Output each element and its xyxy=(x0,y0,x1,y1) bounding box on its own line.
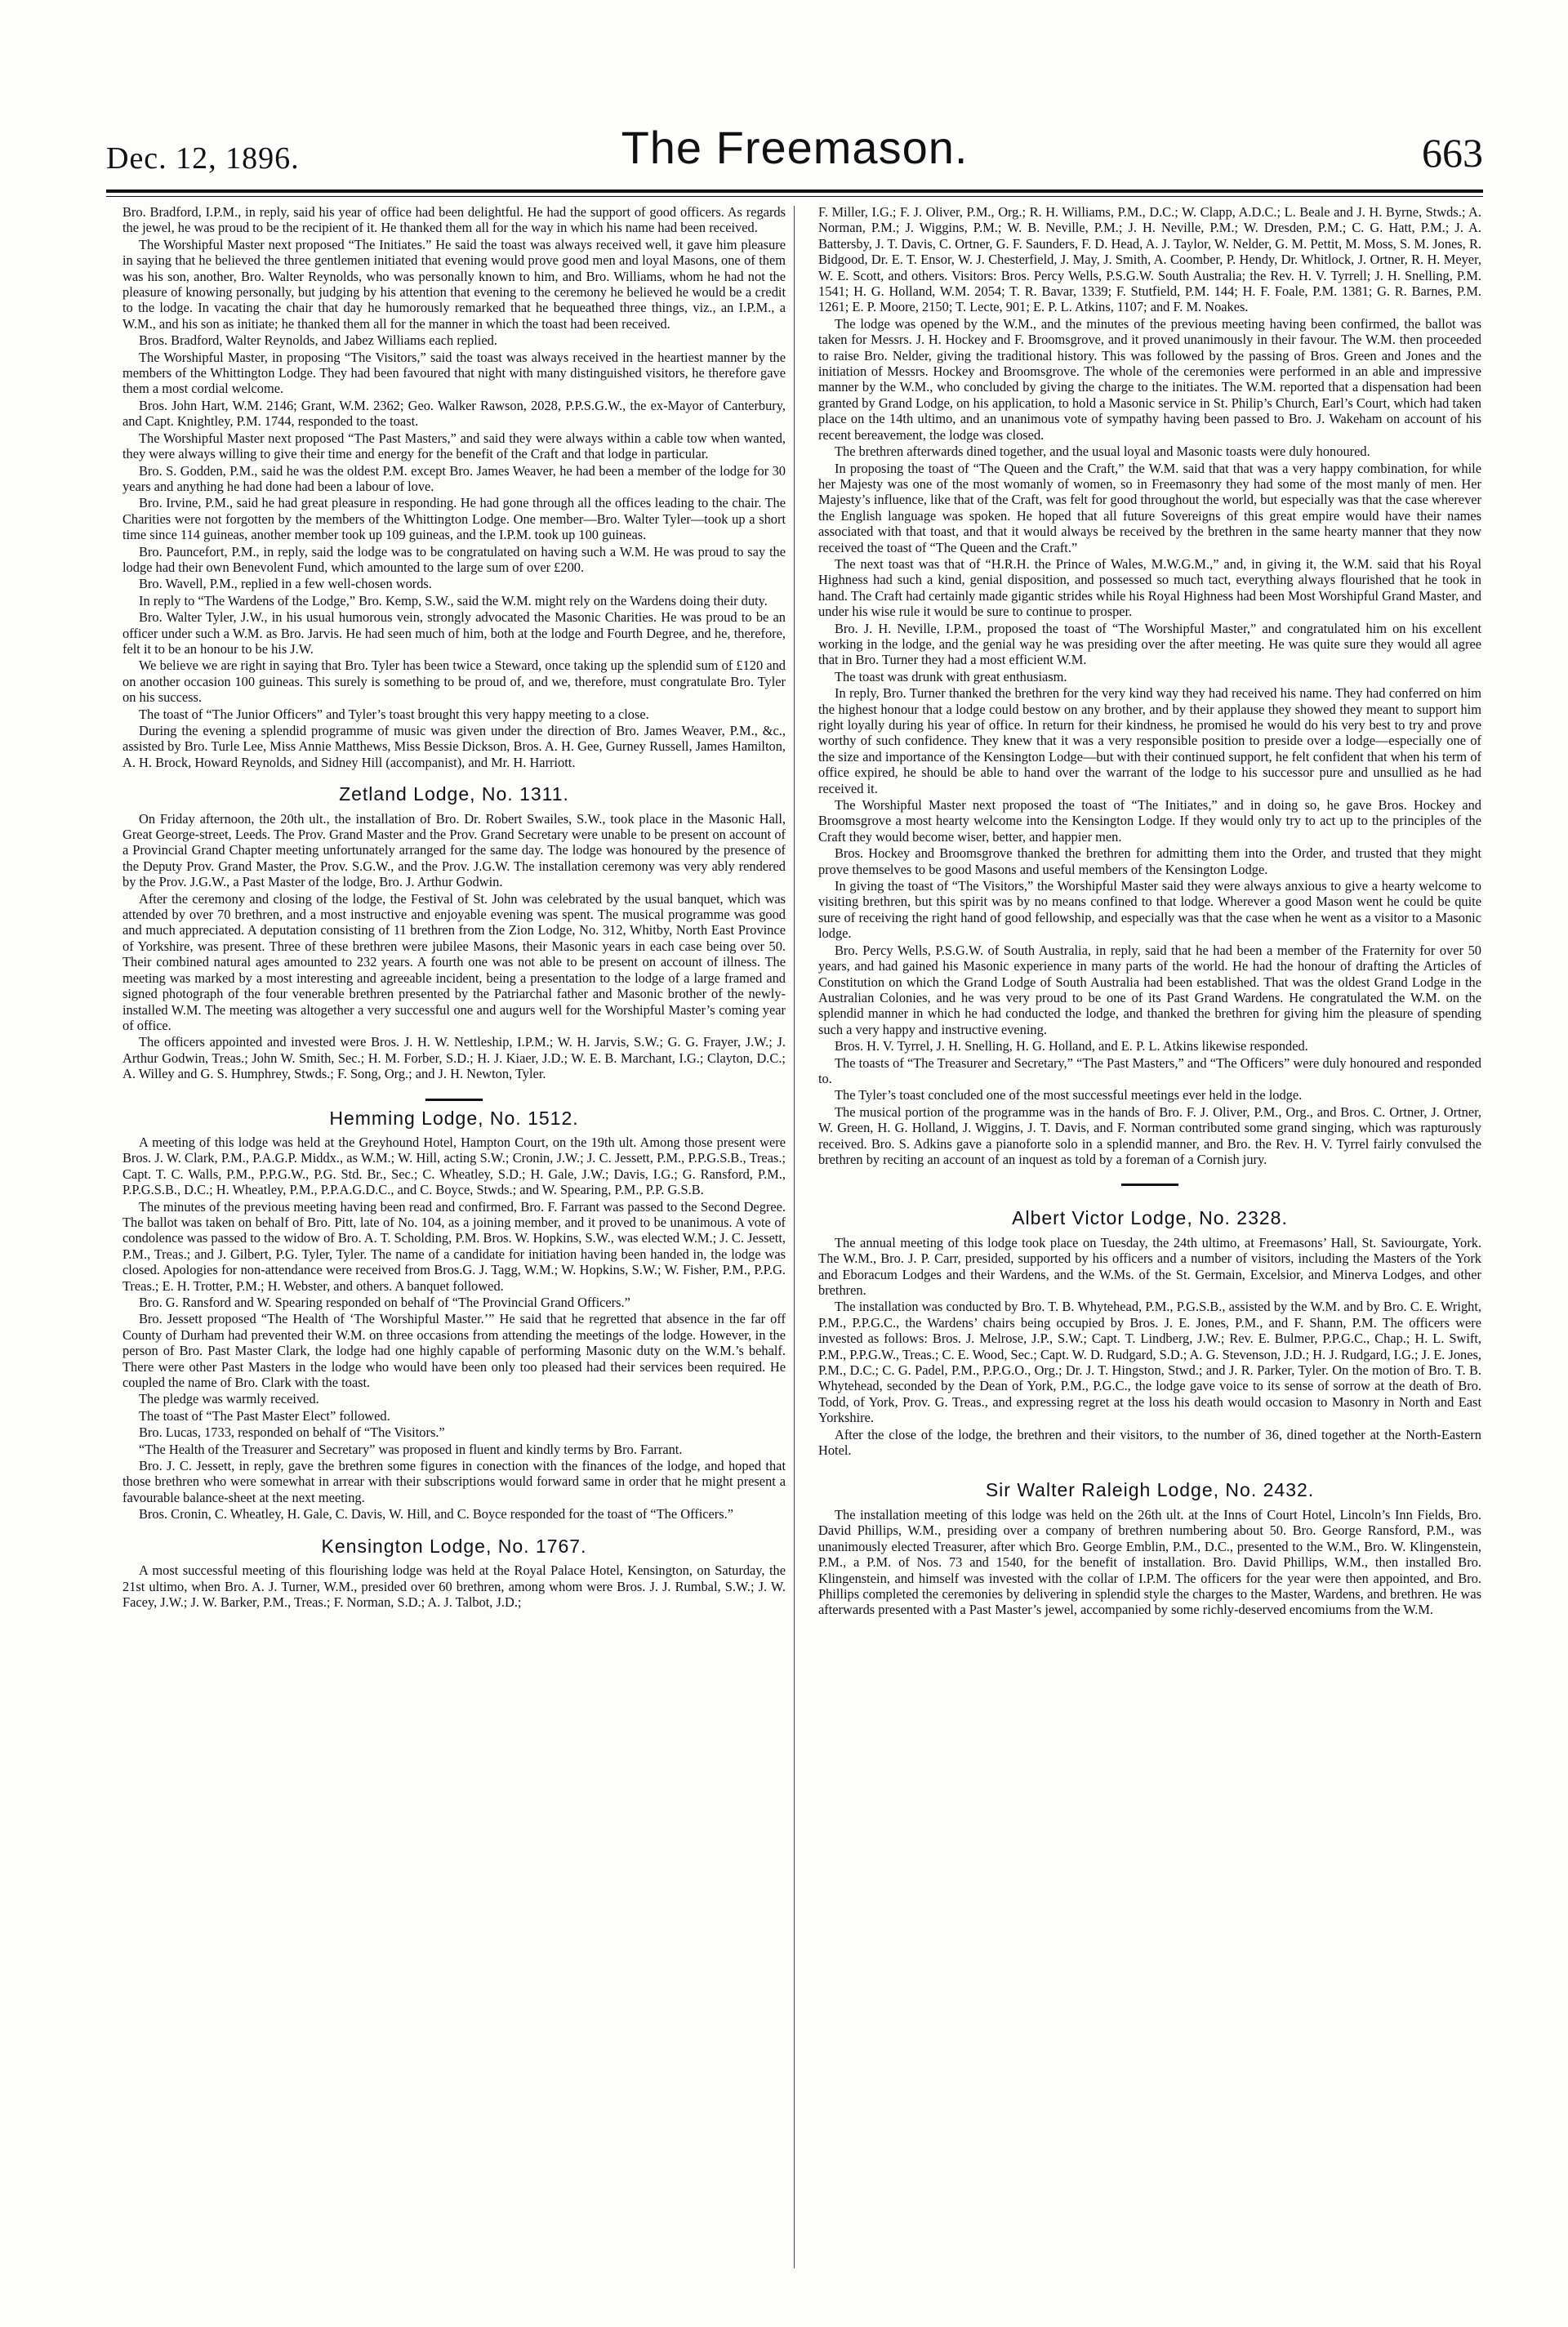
article-paragraph: During the evening a splendid programme of music was given under the direction of Bro. James Weaver, P.M., &c., assisted by Bro. Turle Lee, Miss Annie Matthews, Miss Bessie Dickson, Bros. A. H. Gee, Gurney Russell, James Hamilton, A. H. Brock, Howard Reynolds, and Sidney Hill (accompanist), and Mr. H. Harriott. xyxy=(122,723,786,770)
article-paragraph: Bros. Cronin, C. Wheatley, H. Gale, C. Davis, W. Hill, and C. Boyce responded for the toast of “The Officers.” xyxy=(139,1506,734,1522)
article-heading: Sir Walter Raleigh Lodge, No. 2432. xyxy=(985,1479,1315,1501)
article-paragraph: Bro. Bradford, I.P.M., in reply, said his year of office had been delightful. He had the support of good officers. As regards the jewel, he was proud to be the recipient of it. He thanked them all for the way in which his name had been received. xyxy=(122,204,786,236)
left-column xyxy=(122,204,786,1611)
article-paragraph: The toast of “The Past Master Elect” followed. xyxy=(139,1407,390,1424)
article-paragraph: On Friday afternoon, the 20th ult., the installation of Bro. Dr. Robert Swailes, S.W., took place in the Masonic Hall, Great George-street, Leeds. The Prov. Grand Master and the Prov. Grand Secretary were unable to be present on account of a Provincial Grand Chapter meeting unfortunately arranged for the same day. The lodge was honoured by the presence of the Deputy Prov. Grand Master, the Prov. S.G.W., and the Prov. J.G.W. The installation ceremony was very ably rendered by the Prov. J.G.W., a Past Master of the lodge, Bro. J. Arthur Godwin. xyxy=(122,810,786,890)
article-paragraph: The brethren afterwards dined together, and the usual loyal and Masonic toasts were duly honoured. xyxy=(835,444,1370,460)
article-paragraph: The installation meeting of this lodge was held on the 26th ult. at the Inns of Court Hotel, Lincoln’s Inn Fields, Bro. David Phillips, W.M., presiding over a company of brethren numbering about 50. Bro. George Ransford, P.M., was unanimously elected Treasurer, after which Bro. George Emblin, P.M., D.C., presented to the W.M., Bro. W. Klingenstein, P.M., a P.M. of Nos. 73 and 1540, for the benefit of installation. Bro. David Phillips, W.M., then installed Bro. Klingenstein, and himself was invested with the collar of I.P.M. The officers for the year were then appointed, and Bro. Phillips completed the ceremonies by delivering in splendid style the charges to the Master, Wardens, and brethren. He was afterwards presented with a Past Master’s jewel, accompanied by some richly-deserved encomiums from the W.M. xyxy=(818,1506,1481,1618)
article-paragraph: Bro. Percy Wells, P.S.G.W. of South Australia, in reply, said that he had been a member of the Fraternity for over 50 years, and had gained his Masonic experience in many parts of the world. He had the honour of drafting the Articles of Constitution on which the Grand Lodge of South Australia had been established. That was the oldest Grand Lodge in the Australian Colonies, and he was very proud to be one of its Past Grand Wardens. He congratulated the W.M. on the splendid manner in which he had conducted the lodge, and thanked the brethren for giving him the pleasure of spending such a very happy and instructive evening. xyxy=(818,942,1481,1037)
sir-walter-raleigh-lodge-article xyxy=(818,1479,1481,1618)
article-paragraph: The Worshipful Master next proposed the toast of “The Initiates,” and in doing so, he gave Bros. Hockey and Broomsgrove a most hearty welcome into the Kensington Lodge. If they would only try to act up to the principles of the Craft they would become wiser, better, and happier men. xyxy=(818,797,1481,845)
article-paragraph: “The Health of the Treasurer and Secretary” was proposed in fluent and kindly terms by Bro. Farrant. xyxy=(139,1441,683,1457)
article-paragraph: The musical portion of the programme was in the hands of Bro. F. J. Oliver, P.M., Org., and Bros. C. Ortner, J. Ortner, W. Green, H. G. Holland, J. Wiggins, J. T. Davis, and F. Norman contributed some grand singing, which was rapturously received. Bro. S. Adkins gave a pianoforte solo in a splendid manner, and Bro. the Rev. H. V. Tyrrel fairly convulsed the brethren by reciting an account of an inquest as told by a foreman of a Cornish jury. xyxy=(818,1103,1481,1167)
column-divider xyxy=(794,206,795,2268)
article-paragraph: The lodge was opened by the W.M., and the minutes of the previous meeting having been confirmed, the ballot was taken for Messrs. J. H. Hockey and F. Broomsgrove, and it proved unanimously in their favour. The W.M. then proceeded to raise Bro. Nelder, giving the traditional history. This was followed by the passing of Bros. Green and Jones and the initiation of Messrs. Hockey and Broomsgrove. The whole of the ceremonies were performed in an able and impressive manner by the W.M., who concluded by giving the charge to the initiates. The W.M. reported that a dispensation had been granted by Grand Lodge, on his application, to hold a Masonic service in St. Philip’s Church, Earl’s Court, which had taken place on the 14th ultimo, and an unanimous vote of sympathy having been passed to Bro. J. Wakeham on account of his recent bereavement, the lodge was closed. xyxy=(818,315,1481,443)
article-paragraph: The Tyler’s toast concluded one of the most successful meetings ever held in the lodge. xyxy=(835,1087,1303,1103)
article-paragraph: The toasts of “The Treasurer and Secretary,” “The Past Masters,” and “The Officers” were duly honoured and responded to. xyxy=(818,1054,1481,1086)
header-rule-thin xyxy=(106,196,1483,197)
article-paragraph: The Worshipful Master, in proposing “The Visitors,” said the toast was always received in the heartiest manner by the members of the Whittington Lodge. They had been favoured that night with many distinguished visitors, he therefore gave them a most cordial welcome. xyxy=(122,349,786,397)
article-paragraph: The toast of “The Junior Officers” and Tyler’s toast brought this very happy meeting to a close. xyxy=(139,706,649,722)
article-paragraph: The installation was conducted by Bro. T. B. Whytehead, P.M., P.G.S.B., assisted by the W.M. and by Bro. C. E. Wright, P.M., P.P.G.C., the Wardens’ chairs being occupied by Bros. J. E. Jones, P.M., and F. Shann, P.M. The officers were invested as follows: Bros. J. Melrose, J.P., S.W.; Capt. T. Lindberg, J.W.; Rev. E. Bulmer, P.P.G.C., Chap.; H. L. Swift, P.M., P.P.G.W., Treas.; C. E. Wood, Sec.; Capt. W. D. Rudgard, S.D.; A. G. Stevenson, J.D.; H. J. Rudgard, I.G.; J. E. Jones, P.M., D.C.; C. G. Padel, P.M., P.P.G.O., Org.; Dr. J. T. Hingston, Stwd.; and J. R. Parker, Tyler. On the motion of Bro. T. B. Whytehead, seconded by the Dean of York, P.M., P.G.C., the lodge gave voice to its sense of sorrow at the death of Bro. Todd, of York, Prov. G. Treas., and expressing regret at the loss his death would occasion to Masonry in North and East Yorkshire. xyxy=(818,1299,1481,1426)
article-paragraph: The minutes of the previous meeting having been read and confirmed, Bro. F. Farrant was passed to the Second Degree. The ballot was taken on behalf of Bro. Pitt, late of No. 104, as a joining member, and it proved to be unanimous. A vote of condolence was passed to the widow of Bro. A. T. Scholding, P.M. Bros. W. Hopkins, S.W., was elected W.M.; J. C. Jessett, P.M., Treas.; and J. Gilbert, P.G. Tyler, Tyler. The name of a candidate for initiation having been handed in, the lodge was closed. Apologies for non-attendance were received from Bros.G. J. Tagg, W.M.; W. Hopkins, S.W.; W. Fisher, P.M., P.P.G. Treas.; E. H. Trotter, P.M.; H. Webster, and others. A banquet followed. xyxy=(122,1198,786,1294)
header-rule xyxy=(106,189,1483,193)
article-paragraph: Bro. G. Ransford and W. Spearing responded on behalf of “The Provincial Grand Officers.” xyxy=(139,1295,630,1310)
article-paragraph: The Worshipful Master next proposed “The Initiates.” He said the toast was always received well, it gave him pleasure in saying that he believed the three gentlemen initiated that evening would prove good men and loyal Masons, one of them was his son, another, Bro. Walter Reynolds, who was personally known to him, and Bro. Williams, whom he had not the pleasure of knowing personally, but judging by his attention that evening to the ceremony he believed he would be a credit to the lodge. In vacating the chair that day he humorously remarked that he bequeathed three things, viz., an I.P.M., a W.M., and his son as initiate; he thanked them all for the manner in which the toast had been received. xyxy=(122,236,786,332)
article-paragraph: Bro. Walter Tyler, J.W., in his usual humorous vein, strongly advocated the Masonic Charities. He was proud to be an officer under such a W.M. as Bro. Jarvis. He had seen much of him, both at the lodge and Fourth Degree, and he, therefore, felt it to be an honour to be his J.W. xyxy=(122,609,786,657)
article-paragraph: Bro. Lucas, 1733, responded on behalf of “The Visitors.” xyxy=(139,1424,445,1441)
article-paragraph: In giving the toast of “The Visitors,” the Worshipful Master said they were always anxious to give a hearty welcome to visiting brethren, but this spirit was by no means confined to that lodge. Wherever a good Mason went he could be quite sure of receiving the right hand of good fellowship, and especially was that the case when he went as a visitor to a Masonic lodge. xyxy=(818,878,1481,942)
albert-victor-lodge-article xyxy=(818,1207,1481,1459)
article-heading: Zetland Lodge, No. 1311. xyxy=(339,783,569,805)
article-paragraph: Bros. Bradford, Walter Reynolds, and Jabez Williams each replied. xyxy=(139,332,497,349)
section-separator xyxy=(425,1099,483,1101)
issue-date: Dec. 12, 1896. xyxy=(106,141,300,176)
zetland-lodge-article xyxy=(122,783,786,1082)
article-paragraph: In reply, Bro. Turner thanked the brethren for the very kind way they had received his name. They had conferred on him the highest honour that a lodge could bestow on any brother, and by their applause they showed they meant to support him right loyally during his year of office. In return for their kindness, he promised he would do his very best to try and prove worthy of such confidence. They knew that it was a very responsible position to preside over a lodge—especially one of the size and importance of the Kensington Lodge—but with their continued support, he felt confident that when his term of office expired, he should be able to hand over the warrant of the lodge to his successor pure and unsullied as he had received it. xyxy=(818,685,1481,796)
whittington-report xyxy=(122,204,786,770)
article-paragraph: In proposing the toast of “The Queen and the Craft,” the W.M. said that that was a very happy combination, for while her Majesty was one of the most womanly of women, so in Freemasonry they had some of the most manly of men. Her Majesty’s influence, like that of the Craft, was felt for good throughout the world, but especially was that the case wherever the English language was spoken. He hoped that all future Sovereigns of this great empire would have their names associated with that toast, and that it would always be received by the brethren in the same hearty manner that they now received the toast of “The Queen and the Craft.” xyxy=(818,460,1481,555)
article-paragraph: Bro. Wavell, P.M., replied in a few well-chosen words. xyxy=(139,576,432,592)
page-header xyxy=(106,121,1483,186)
article-paragraph: After the close of the lodge, the brethren and their visitors, to the number of 36, dined together at the North-Eastern Hotel. xyxy=(818,1426,1481,1459)
article-paragraph: Bro. S. Godden, P.M., said he was the oldest P.M. except Bro. James Weaver, he had been a member of the lodge for 30 years and anything he had done had been a labour of love. xyxy=(122,462,786,494)
hemming-lodge-article xyxy=(122,1107,786,1522)
article-paragraph: The toast was drunk with great enthusiasm. xyxy=(835,668,1067,684)
article-paragraph: A most successful meeting of this flourishing lodge was held at the Royal Palace Hotel, Kensington, on Saturday, the 21st ultimo, when Bro. A. J. Turner, W.M., presided over 60 brethren, among whom were Bros. J. J. Rumbal, S.W.; J. W. Facey, J.W.; J. W. Barker, P.M., Treas.; F. Norman, S.D.; A. J. Talbot, J.D.; xyxy=(122,1562,786,1610)
article-paragraph: Bros. Hockey and Broomsgrove thanked the brethren for admitting them into the Order, and trusted that they might prove themselves to be good Masons and useful members of the Kensington Lodge. xyxy=(818,845,1481,877)
article-paragraph: Bro. J. H. Neville, I.P.M., proposed the toast of “The Worshipful Master,” and congratulated him on his excellent working in the lodge, and the genial way he was presiding over the after meeting. He was quite sure they would all agree that in Bro. Turner they had a most efficient W.M. xyxy=(818,620,1481,668)
article-paragraph: The pledge was warmly received. xyxy=(139,1391,319,1407)
article-paragraph: The next toast was that of “H.R.H. the Prince of Wales, M.W.G.M.,” and, in giving it, the W.M. said that his Royal Highness had such a kind, genial disposition, and possessed so much tact, everything always flourished that he took in hand. The Craft had certainly made gigantic strides while his Royal Highness had been Most Worshipful Grand Master, and under his wise rule it would be sure to continue to prosper. xyxy=(818,555,1481,620)
article-heading: Albert Victor Lodge, No. 2328. xyxy=(1012,1207,1288,1229)
article-paragraph: In reply to “The Wardens of the Lodge,” Bro. Kemp, S.W., said the W.M. might rely on the Wardens doing their duty. xyxy=(139,592,768,608)
article-paragraph: We believe we are right in saying that Bro. Tyler has been twice a Steward, once taking up the splendid sum of £120 and on another occasion 100 guineas. This surely is something to be proud of, and we, therefore, must congratulate Bro. Tyler on his success. xyxy=(122,658,786,706)
kensington-lodge-continued xyxy=(818,204,1481,1167)
article-heading: Hemming Lodge, No. 1512. xyxy=(329,1107,579,1129)
article-paragraph: Bro. Pauncefort, P.M., in reply, said the lodge was to be congratulated on having such a W.M. He was proud to say the lodge had their own Benevolent Fund, which amounted to the large sum of over £200. xyxy=(122,543,786,575)
kensington-lodge-article xyxy=(122,1535,786,1611)
article-paragraph: The officers appointed and invested were Bros. J. H. W. Nettleship, I.P.M.; W. H. Jarvis, S.W.; G. G. Frayer, J.W.; J. Arthur Godwin, Treas.; John W. Smith, Sec.; H. M. Forber, S.D.; H. J. Kiaer, J.D.; W. E. B. Marchant, I.G.; Clayton, D.C.; A. Willey and G. S. Humphrey, Stwds.; F. Song, Org.; and J. H. Newton, Tyler. xyxy=(122,1034,786,1082)
article-paragraph: Bros. John Hart, W.M. 2146; Grant, W.M. 2362; Geo. Walker Rawson, 2028, P.P.S.G.W., the ex-Mayor of Canterbury, and Capt. Knightley, P.M. 1744, responded to the toast. xyxy=(122,397,786,430)
article-paragraph: Bro. Irvine, P.M., said he had great pleasure in responding. He had gone through all the offices leading to the chair. The Charities were not forgotten by the members of the Whittington Lodge. One member—Bro. Walter Tyler—took up a short time since 114 guineas, another member took up 109 guineas, and the I.P.M. took up 100 guineas. xyxy=(122,495,786,543)
article-paragraph: Bro. Jessett proposed “The Health of ‘The Worshipful Master.’” He said that he regretted that absence in the far off County of Durham had prevented their W.M. on three occasions from attending the meetings of the lodge. However, in the person of Bro. Past Master Clark, the lodge had one highly capable of performing Masonic duty on the W.M.’s behalf. There were other Past Masters in the lodge who would have been only too pleased had their services been required. He coupled the name of Bro. Clark with the toast. xyxy=(122,1311,786,1391)
section-separator xyxy=(1121,1184,1178,1186)
article-heading: Kensington Lodge, No. 1767. xyxy=(321,1535,587,1557)
article-paragraph: After the ceremony and closing of the lodge, the Festival of St. John was celebrated by the usual banquet, which was attended by over 70 brethren, and a most instructive and enjoyable evening was spent. The musical programme was good and much appreciated. A deputation consisting of 11 brethren from the Zion Lodge, No. 312, Whitby, North East Province of Yorkshire, was present. Three of these brethren were jubilee Masons, their Masonic years in each case being over 50. Their combined natural ages amounted to 232 years. A fourth one was not able to be present on account of illness. The meeting was marked by a most interesting and agreeable incident, being a presentation to the lodge of a large framed and signed photograph of the four venerable brethren presented by the Patriarchal father and Masonic brother of the newly-installed W.M. The meeting was altogether a very successful one and augurs well for the Worshipful Master’s coming year of office. xyxy=(122,890,786,1033)
page-number: 663 xyxy=(1422,130,1483,176)
article-paragraph: F. Miller, I.G.; F. J. Oliver, P.M., Org.; R. H. Williams, P.M., D.C.; W. Clapp, A.D.C.; L. Beale and J. H. Byrne, Stwds.; A. Norman, P.M.; J. Wiggins, P.M.; W. B. Neville, P.M.; J. H. Neville, P.M.; W. Dresden, P.M.; C. G. Hatt, P.M.; J. A. Battersby, J. T. Davis, C. Ortner, G. F. Saunders, F. D. Head, A. J. Taylor, W. Nelder, G. M. Pettit, M. Moss, S. M. Jones, R. Bidgood, Dr. E. T. Ensor, W. J. Chesterfield, J. May, J. Smith, A. Coomber, P. Hendy, Dr. Whitlock, J. Ortner, R. H. Meyer, W. E. Scott, and others. Visitors: Bros. Percy Wells, P.S.G.W. South Australia; the Rev. H. V. Tyrrell; J. H. Snelling, P.M. 1541; H. G. Holland, W.M. 2054; T. R. Bavar, 1339; F. Stutfield, P.M. 144; H. F. Foale, P.M. 1381; G. R. Barnes, P.M. 1261; E. P. Moore, 2150; T. Lecte, 901; E. P. L. Atkins, 1107; and F. M. Noakes. xyxy=(818,204,1481,315)
publication-title: The Freemason. xyxy=(621,122,969,173)
right-column xyxy=(818,204,1481,1619)
article-paragraph: A meeting of this lodge was held at the Greyhound Hotel, Hampton Court, on the 19th ult. Among those present were Bros. J. W. Clark, P.M., P.A.G.P. Middx., as W.M.; W. Hill, acting S.W.; Cronin, J.W.; J. C. Jessett, P.M., P.P.G.S.B., Treas.; Capt. T. C. Walls, P.M., P.P.G.W., P.G. Std. Br., Sec.; C. Wheatley, S.D.; H. Gale, J.W.; Davis, I.G.; G. Ransford, P.M., P.P.G.S.B., D.C.; H. Wheatley, P.M., P.P.A.G.D.C., and C. Boyce, Stwds.; and W. Spearing, P.M., P.P. G.S.B. xyxy=(122,1134,786,1198)
article-paragraph: The annual meeting of this lodge took place on Tuesday, the 24th ultimo, at Freemasons’ Hall, St. Saviourgate, York. The W.M., Bro. J. P. Carr, presided, supported by his officers and a number of visitors, including the Masters of the York and Eboracum Lodges and their Wardens, and the W.Ms. of the St. Germain, Excelsior, and Minerva Lodges, and other brethren. xyxy=(818,1234,1481,1298)
article-paragraph: Bros. H. V. Tyrrel, J. H. Snelling, H. G. Holland, and E. P. L. Atkins likewise responded. xyxy=(835,1038,1308,1054)
article-paragraph: Bro. J. C. Jessett, in reply, gave the brethren some figures in conection with the finances of the lodge, and hoped that those brethren who were somewhat in arrear with their subscriptions would forward same in order that he might present a favourable balance-sheet at the next meeting. xyxy=(122,1458,786,1505)
article-paragraph: The Worshipful Master next proposed “The Past Masters,” and said they were always within a cable tow when wanted, they were always willing to give their time and energy for the benefit of the Craft and that lodge in particular. xyxy=(122,430,786,462)
